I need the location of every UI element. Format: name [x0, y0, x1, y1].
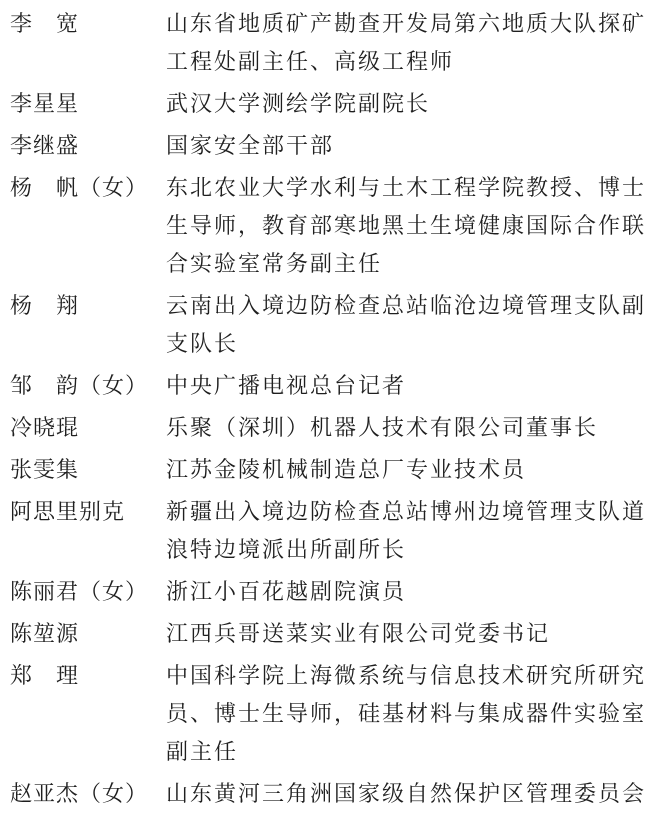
person-name: 赵亚杰（女） — [10, 781, 149, 806]
person-title-line: 支队长 — [166, 331, 239, 356]
person-title — [166, 775, 650, 813]
roster-list — [10, 5, 650, 813]
list-item — [10, 775, 650, 813]
person-name: 陈丽君（女） — [10, 579, 149, 604]
list-item — [10, 657, 650, 771]
list-item — [10, 127, 650, 165]
list-item — [10, 573, 650, 611]
person-title-line: 山东省地质矿产勘查开发局第六地质大队探矿 — [166, 11, 647, 36]
person-title-line: 合实验室常务副主任 — [166, 251, 383, 276]
person-title-line: 浪特边境派出所副所长 — [166, 537, 407, 562]
person-title — [166, 451, 650, 489]
person-name: 陈堃源 — [10, 621, 80, 646]
person-title-line: 新疆出入境边防检查总站博州边境管理支队道 — [166, 499, 647, 524]
list-item — [10, 451, 650, 489]
person-name: 李 宽 — [10, 11, 80, 36]
list-item — [10, 409, 650, 447]
person-title-line: 云南出入境边防检查总站临沧边境管理支队副 — [166, 293, 647, 318]
person-title-line: 国家安全部干部 — [166, 133, 335, 158]
person-title-line: 中国科学院上海微系统与信息技术研究所研究 — [166, 663, 647, 688]
person-title — [166, 287, 650, 363]
person-title-line: 江苏金陵机械制造总厂专业技术员 — [166, 457, 527, 482]
person-name: 杨 帆（女） — [10, 175, 149, 200]
person-title — [166, 409, 650, 447]
person-title-line: 工程处副主任、高级工程师 — [166, 49, 455, 74]
person-title-line: 中央广播电视总台记者 — [166, 373, 407, 398]
person-title-line: 副主任 — [166, 739, 239, 764]
list-item — [10, 367, 650, 405]
person-name: 阿思里别克 — [10, 499, 126, 524]
list-item — [10, 85, 650, 123]
person-name: 杨 翔 — [10, 293, 80, 318]
person-title — [166, 367, 650, 405]
person-title — [166, 5, 650, 81]
person-title — [166, 169, 650, 283]
person-title-line: 山东黄河三角洲国家级自然保护区管理委员会 — [166, 781, 647, 806]
person-name: 张雯集 — [10, 457, 80, 482]
person-title — [166, 85, 650, 123]
person-name: 邹 韵（女） — [10, 373, 149, 398]
person-name: 郑 理 — [10, 663, 80, 688]
list-item — [10, 615, 650, 653]
person-title — [166, 493, 650, 569]
list-item — [10, 493, 650, 569]
person-title-line: 乐聚（深圳）机器人技术有限公司董事长 — [166, 415, 599, 440]
person-name: 冷晓琨 — [10, 415, 80, 440]
person-title-line: 武汉大学测绘学院副院长 — [166, 91, 431, 116]
person-name: 李继盛 — [10, 133, 80, 158]
person-title-line: 员、博士生导师，硅基材料与集成器件实验室 — [166, 701, 647, 726]
person-name: 李星星 — [10, 91, 80, 116]
person-title — [166, 573, 650, 611]
list-item — [10, 5, 650, 81]
person-title — [166, 127, 650, 165]
person-title-line: 东北农业大学水利与土木工程学院教授、博士 — [166, 175, 647, 200]
person-title-line: 浙江小百花越剧院演员 — [166, 579, 407, 604]
person-title-line: 江西兵哥送菜实业有限公司党委书记 — [166, 621, 551, 646]
person-title — [166, 615, 650, 653]
person-title — [166, 657, 650, 771]
list-item — [10, 287, 650, 363]
list-item — [10, 169, 650, 283]
person-title-line: 生导师，教育部寒地黑土生境健康国际合作联 — [166, 213, 647, 238]
